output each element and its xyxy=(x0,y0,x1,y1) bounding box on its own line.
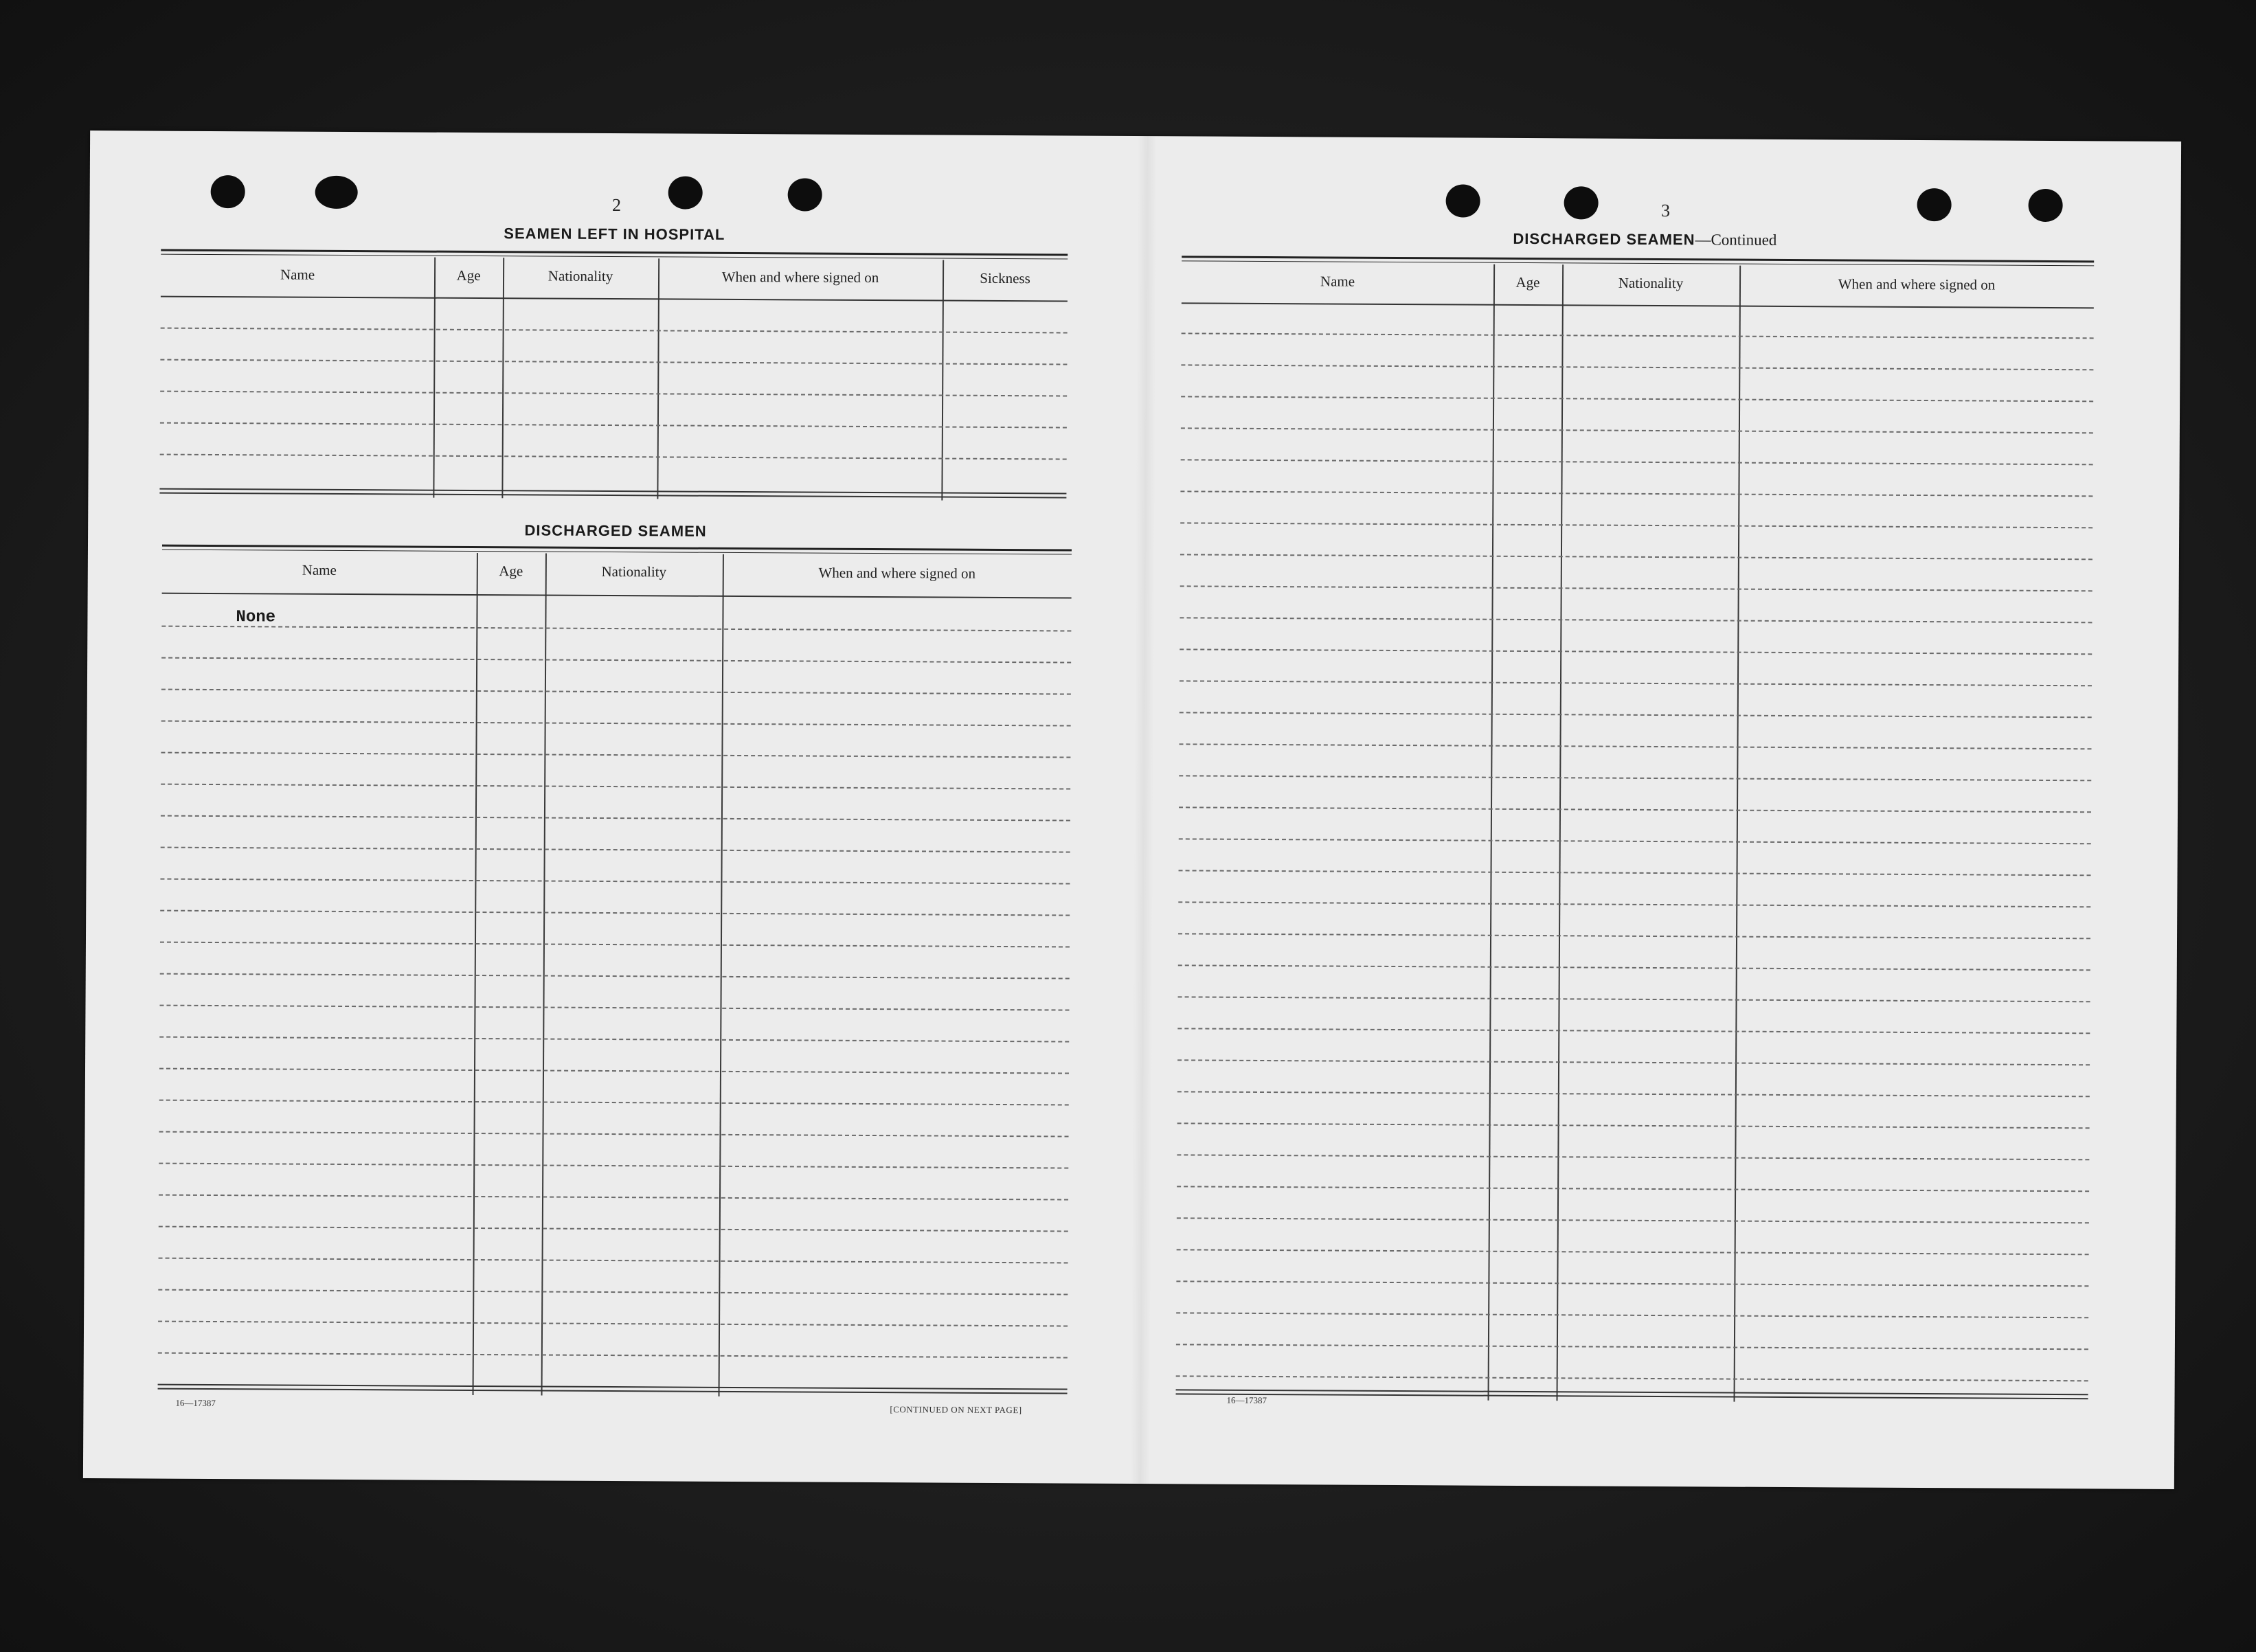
hospital-section-title: SEAMEN LEFT IN HOSPITAL xyxy=(504,225,725,243)
col-header-nationality: Nationality xyxy=(548,267,613,285)
row-line xyxy=(161,721,1071,727)
column-divider xyxy=(1488,264,1496,1401)
discharged-table-right xyxy=(1176,256,2095,1405)
header-rule xyxy=(162,593,1072,599)
row-line xyxy=(160,422,1067,429)
col-header-signed-on: When and where signed on xyxy=(1838,275,1996,293)
form-sheet xyxy=(83,131,2181,1489)
hospital-table xyxy=(159,249,1068,504)
row-line xyxy=(160,942,1070,948)
column-divider xyxy=(1734,266,1741,1402)
row-line xyxy=(1178,964,2090,971)
punch-hole xyxy=(1917,188,1952,221)
discharged-table-left xyxy=(158,545,1072,1399)
row-line xyxy=(1178,996,2090,1002)
row-line xyxy=(160,391,1067,397)
table-top-rule xyxy=(161,249,1068,260)
table-bottom-rule xyxy=(158,1384,1068,1394)
row-line xyxy=(159,1068,1069,1074)
row-line xyxy=(160,973,1070,980)
row-line xyxy=(159,1226,1068,1232)
column-divider xyxy=(501,258,504,498)
row-line xyxy=(161,752,1070,758)
form-number-left: 16—17387 xyxy=(175,1397,216,1409)
row-line xyxy=(1179,870,2091,876)
header-rule xyxy=(161,296,1068,302)
row-line xyxy=(161,689,1071,695)
row-line xyxy=(1176,1375,2088,1381)
row-line xyxy=(1177,1091,2090,1097)
row-line xyxy=(1179,806,2091,813)
row-line xyxy=(1180,680,2092,686)
row-line xyxy=(1180,490,2093,497)
form-number-right: 16—17387 xyxy=(1226,1394,1267,1406)
row-line xyxy=(1177,1122,2090,1129)
punch-hole xyxy=(2029,189,2063,222)
center-fold xyxy=(1131,136,1157,1484)
row-line xyxy=(161,815,1070,822)
column-divider xyxy=(657,258,659,499)
row-line xyxy=(161,626,1071,632)
col-header-age: Age xyxy=(499,563,523,580)
row-line xyxy=(161,657,1071,664)
table-bottom-rule xyxy=(1176,1389,2088,1399)
row-line xyxy=(1177,1249,2089,1255)
col-header-name: Name xyxy=(1320,273,1355,290)
row-line xyxy=(1177,1217,2089,1223)
row-line xyxy=(1181,459,2093,465)
col-header-age: Age xyxy=(456,267,481,284)
row-line xyxy=(159,1258,1068,1264)
row-line xyxy=(1180,585,2093,591)
row-line xyxy=(158,1289,1068,1295)
row-line xyxy=(159,1005,1069,1011)
row-line xyxy=(1182,332,2094,339)
row-line xyxy=(159,1037,1069,1043)
row-line xyxy=(1179,775,2091,781)
row-line xyxy=(161,847,1070,853)
row-line xyxy=(158,1353,1068,1359)
col-header-name: Name xyxy=(280,266,315,283)
punch-hole xyxy=(315,176,358,209)
row-line xyxy=(159,1163,1068,1169)
section-title-suffix: —Continued xyxy=(1695,231,1777,249)
row-line xyxy=(1177,1154,2089,1160)
punch-hole xyxy=(668,176,703,209)
page-number-right: 3 xyxy=(1661,201,1671,221)
header-rule xyxy=(1182,302,2094,308)
row-line xyxy=(160,359,1067,365)
punch-hole xyxy=(788,178,822,211)
row-line xyxy=(1176,1344,2088,1350)
row-line xyxy=(1180,617,2092,623)
row-line xyxy=(1180,712,2092,718)
row-line xyxy=(1180,522,2093,528)
col-header-age: Age xyxy=(1515,273,1540,291)
table-top-rule xyxy=(1182,256,2094,266)
row-line xyxy=(1181,396,2093,402)
discharged-section-title: DISCHARGED SEAMEN xyxy=(524,521,707,540)
row-line xyxy=(160,910,1070,916)
col-header-nationality: Nationality xyxy=(1618,274,1684,292)
col-header-sickness: Sickness xyxy=(980,269,1030,287)
punch-hole xyxy=(1446,184,1480,217)
section-title-text: DISCHARGED SEAMEN xyxy=(1513,229,1695,249)
discharged-continued-title xyxy=(1191,228,2098,251)
row-line xyxy=(1179,743,2091,749)
row-line xyxy=(160,879,1070,885)
row-line xyxy=(1177,1059,2090,1065)
col-header-name: Name xyxy=(302,561,337,578)
row-line xyxy=(1179,838,2091,844)
column-divider xyxy=(1557,264,1564,1401)
continued-note: [CONTINUED ON NEXT PAGE] xyxy=(890,1404,1022,1416)
page-number-left: 2 xyxy=(612,195,622,216)
punch-hole xyxy=(1564,186,1599,219)
row-line xyxy=(1180,648,2092,655)
row-line xyxy=(159,1195,1068,1201)
row-line xyxy=(159,1131,1069,1138)
row-line xyxy=(160,454,1067,460)
table-bottom-rule xyxy=(159,488,1066,499)
col-header-signed-on: When and where signed on xyxy=(818,564,976,582)
table-top-rule xyxy=(162,545,1072,555)
entry-none: None xyxy=(236,608,276,627)
row-line xyxy=(1181,427,2093,433)
row-line xyxy=(1176,1280,2088,1287)
row-line xyxy=(1177,1028,2090,1034)
row-line xyxy=(161,784,1070,790)
row-line xyxy=(1180,554,2093,560)
row-line xyxy=(158,1321,1068,1327)
column-divider xyxy=(433,258,436,498)
row-line xyxy=(1177,1186,2089,1192)
col-header-signed-on: When and where signed on xyxy=(721,268,879,286)
column-divider xyxy=(941,260,944,501)
row-line xyxy=(1176,1312,2088,1318)
row-line xyxy=(161,328,1068,334)
punch-hole xyxy=(211,175,245,208)
row-line xyxy=(1181,364,2093,370)
row-line xyxy=(1178,901,2090,907)
row-line xyxy=(1178,933,2090,939)
row-line xyxy=(159,1100,1069,1106)
col-header-nationality: Nationality xyxy=(601,563,667,580)
